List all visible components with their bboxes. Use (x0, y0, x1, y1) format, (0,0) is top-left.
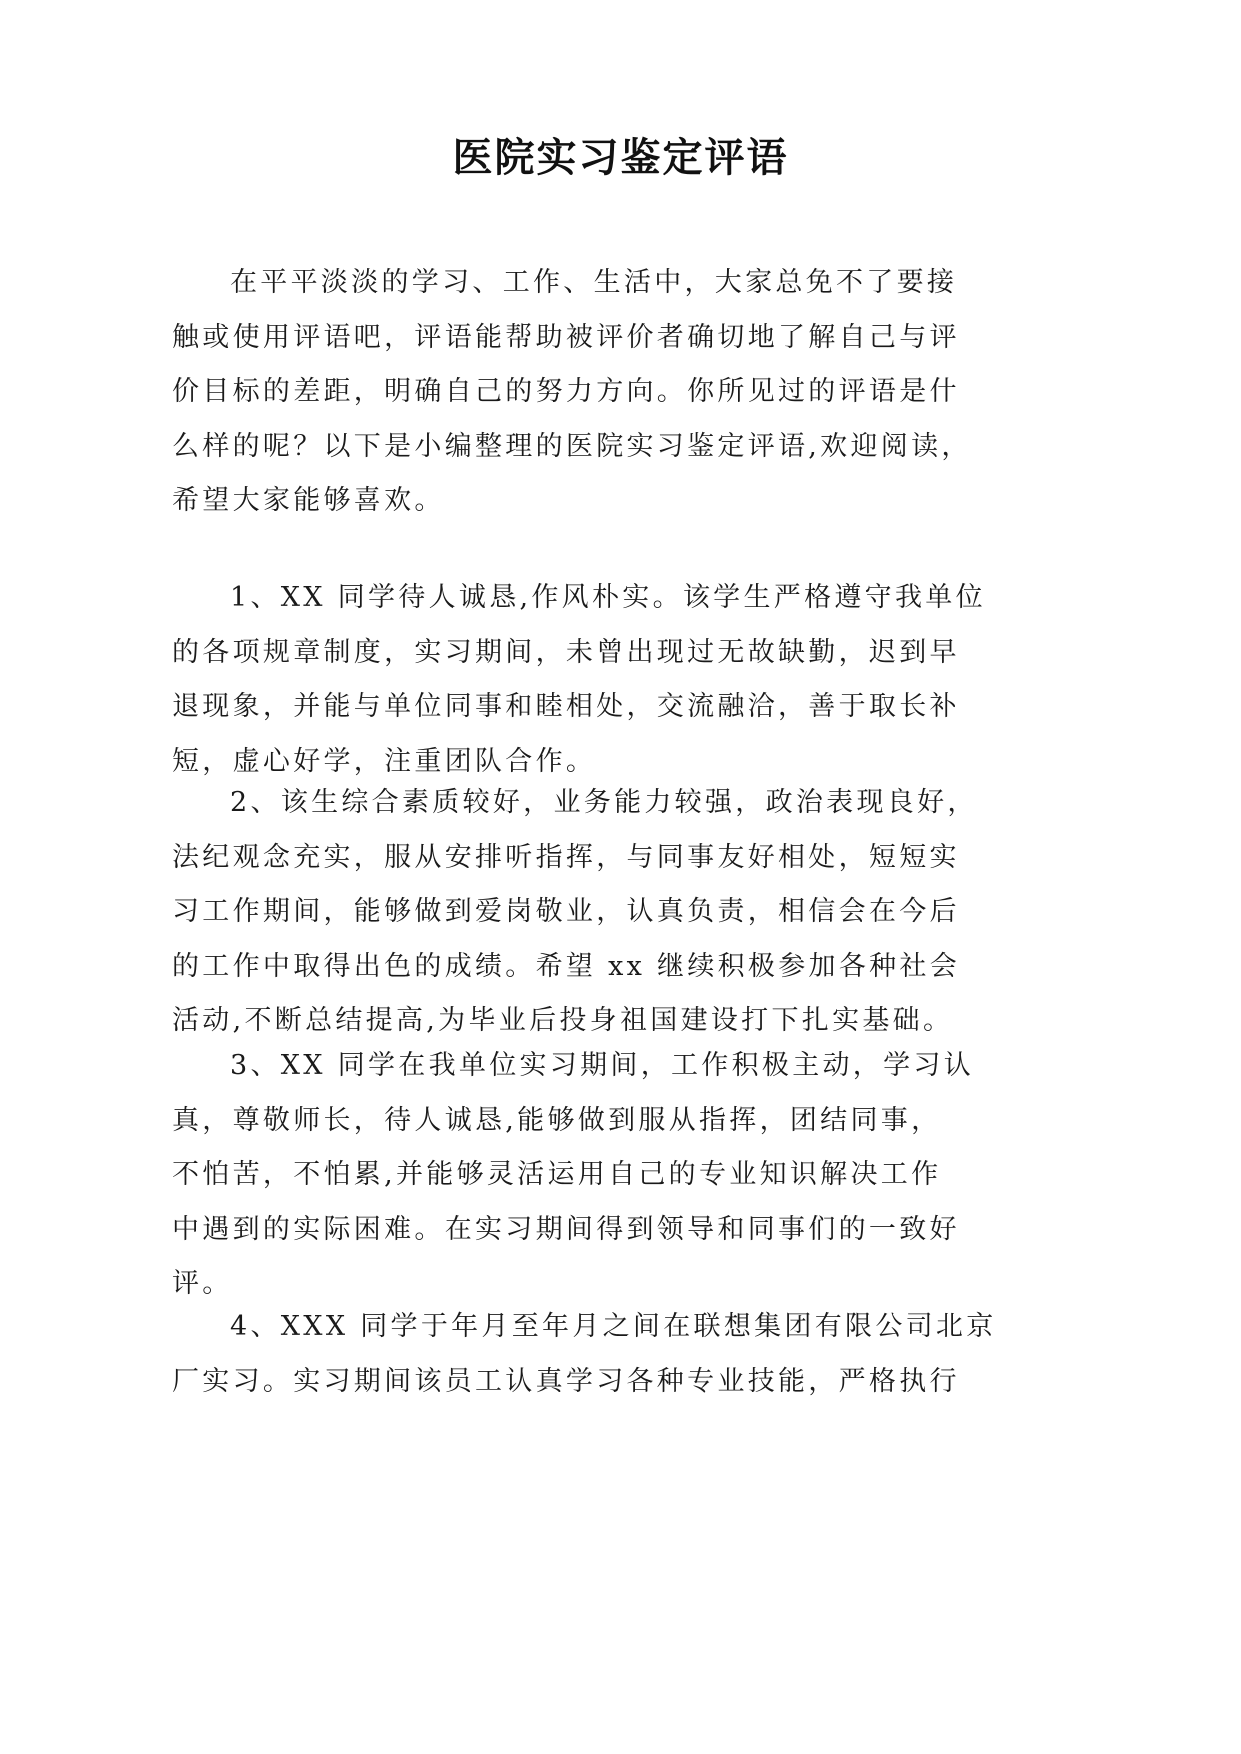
comment-paragraph-4 (172, 1300, 997, 1409)
text-line: 1、XX 同学待人诚恳,作风朴实。该学生严格遵守我单位 (230, 582, 986, 613)
text-line: 4、XXX 同学于年月至年月之间在联想集团有限公司北京 (230, 1311, 997, 1342)
text-line: 活动,不断总结提高,为毕业后投身祖国建设打下扎实基础。 (172, 1005, 954, 1036)
text-line: 厂实习。实习期间该员工认真学习各种专业技能，严格执行 (172, 1365, 960, 1397)
text-line: 短，虚心好学，注重团队合作。 (172, 745, 597, 777)
text-line: 真，尊敬师长，待人诚恳,能够做到服从指挥，团结同事， (172, 1104, 942, 1136)
text-line: 3、XX 同学在我单位实习期间，工作积极主动，学习认 (230, 1050, 975, 1081)
text-line: 触或使用评语吧，评语能帮助被评价者确切地了解自己与评 (172, 321, 960, 353)
text-line: 不怕苦，不怕累,并能够灵活运用自己的专业知识解决工作 (172, 1159, 942, 1190)
text-line: 评。 (172, 1268, 233, 1299)
comment-paragraph-2 (172, 776, 978, 1049)
text-line: 法纪观念充实，服从安排听指挥，与同事友好相处，短短实 (172, 841, 960, 873)
text-line: 价目标的差距，明确自己的努力方向。你所见过的评语是什 (172, 376, 960, 407)
comment-paragraph-3 (172, 1039, 975, 1312)
text-line: 的工作中取得出色的成绩。希望 xx 继续积极参加各种社会 (172, 950, 961, 982)
text-line: 希望大家能够喜欢。 (172, 485, 445, 516)
text-line: 么样的呢？以下是小编整理的医院实习鉴定评语,欢迎阅读， (172, 430, 972, 462)
text-line: 中遇到的实际困难。在实习期间得到领导和同事们的一致好 (172, 1213, 960, 1245)
comment-paragraph-1 (172, 571, 986, 789)
intro-paragraph (172, 256, 972, 529)
text-line: 在平平淡淡的学习、工作、生活中，大家总免不了要接 (230, 267, 958, 298)
text-line: 的各项规章制度，实习期间，未曾出现过无故缺勤，迟到早 (172, 636, 960, 668)
text-line: 2、该生综合素质较好，业务能力较强，政治表现良好， (230, 787, 978, 818)
document-title: 医院实习鉴定评语 (452, 134, 789, 181)
text-line: 习工作期间，能够做到爱岗敬业，认真负责，相信会在今后 (172, 896, 960, 927)
text-line: 退现象，并能与单位同事和睦相处，交流融洽，善于取长补 (172, 691, 960, 722)
